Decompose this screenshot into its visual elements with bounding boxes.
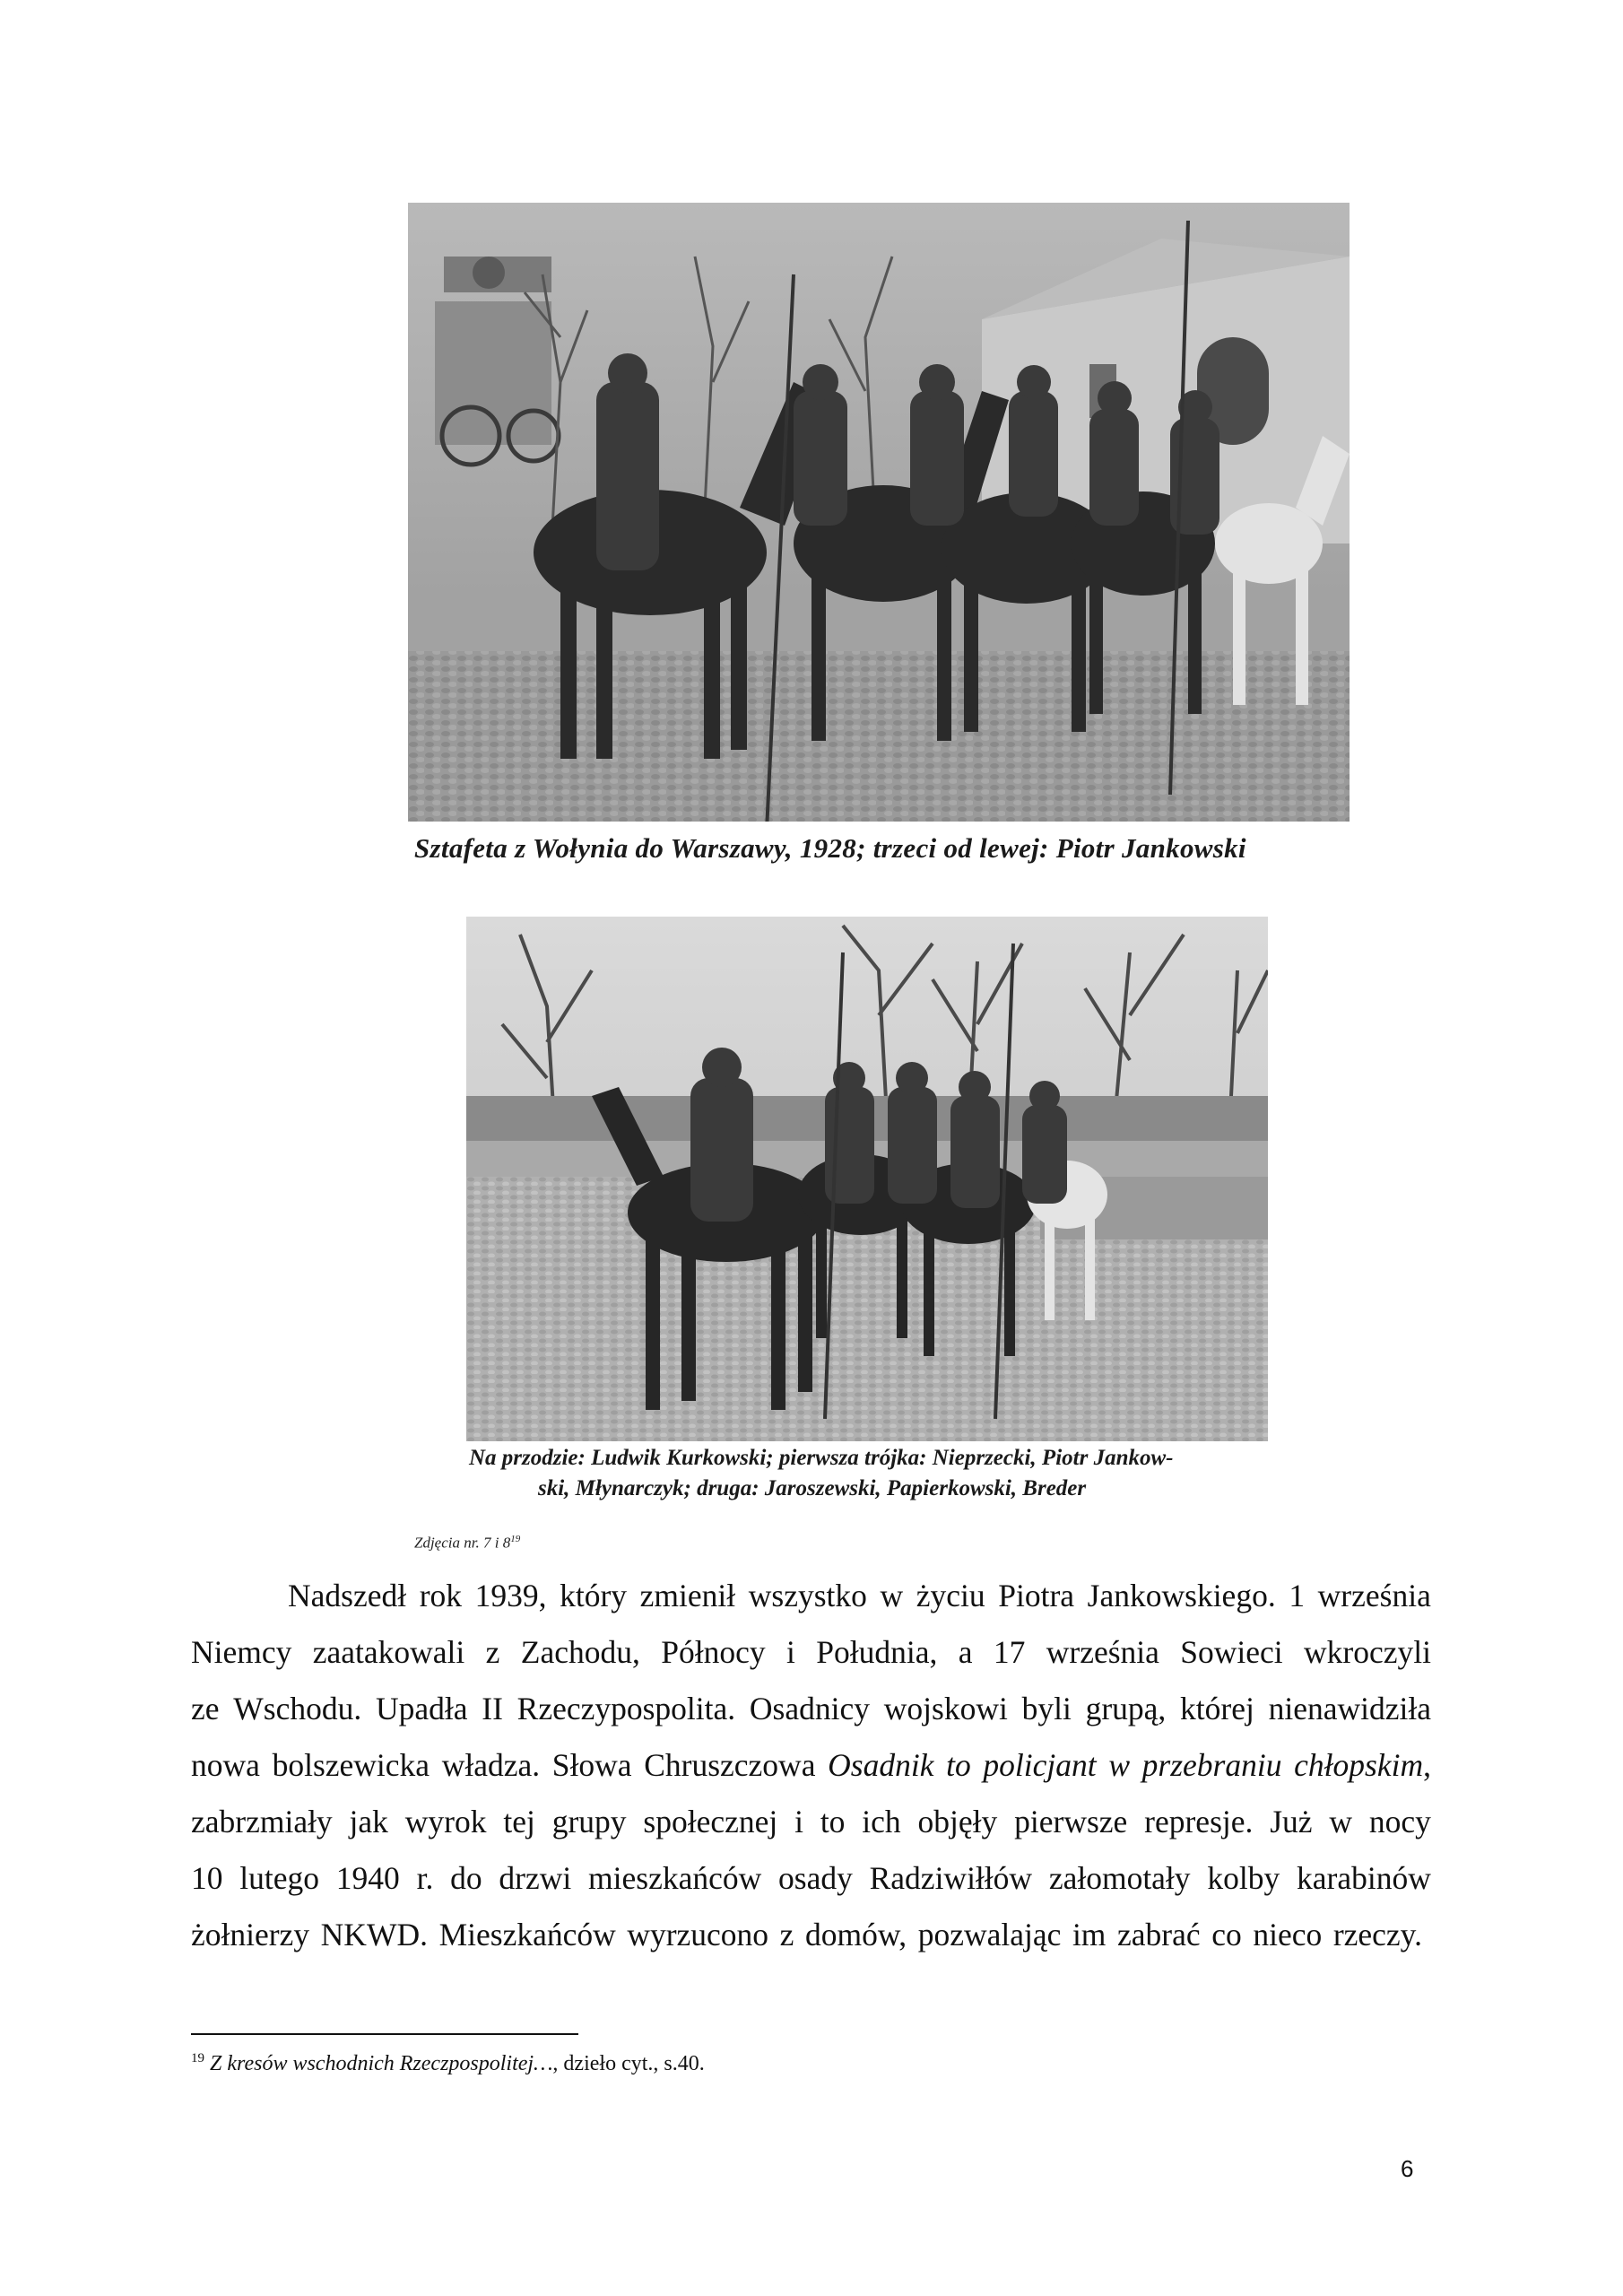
body-word: Piotra xyxy=(998,1578,1075,1613)
body-word: lutego xyxy=(239,1860,320,1896)
body-word: w xyxy=(880,1578,904,1613)
body-word: chłopskim, xyxy=(1294,1747,1431,1783)
footnote-separator xyxy=(191,2033,578,2035)
body-word: załomotały xyxy=(1048,1860,1191,1896)
body-word: zabrać xyxy=(1117,1917,1201,1952)
body-word: Chruszczowa xyxy=(644,1747,816,1783)
photo2-caption-line1: Na przodzie: Ludwik Kurkowski; pierwsza trójka: Nieprzecki, Piotr Jankow- xyxy=(469,1446,1174,1470)
body-word: to xyxy=(946,1747,971,1783)
body-word: przebraniu xyxy=(1141,1747,1282,1783)
body-word: w xyxy=(1329,1804,1353,1839)
body-word: bolszewicka xyxy=(272,1747,430,1783)
body-word: represje. xyxy=(1144,1804,1254,1839)
body-word: życiu xyxy=(916,1578,985,1613)
body-line xyxy=(191,1850,1431,1907)
body-word: Rzeczypospolita. xyxy=(516,1691,736,1726)
photo-image xyxy=(466,917,1268,1510)
body-word: tej xyxy=(503,1804,535,1839)
body-word: pierwsze xyxy=(1014,1804,1128,1839)
body-word: drzwi xyxy=(499,1860,572,1896)
body-word: nowa xyxy=(191,1747,260,1783)
photo-note xyxy=(414,1534,520,1552)
body-word: wyrzucono xyxy=(627,1917,769,1952)
body-word: osady xyxy=(778,1860,853,1896)
body-word: to xyxy=(820,1804,846,1839)
photo-image xyxy=(408,203,1350,888)
body-word: września xyxy=(1046,1634,1159,1670)
body-word: 10 xyxy=(191,1860,223,1896)
body-word: domów, xyxy=(805,1917,907,1952)
body-word: września xyxy=(1317,1578,1431,1613)
body-word: nienawidziła xyxy=(1268,1691,1431,1726)
photo-cavalry-group xyxy=(466,917,1268,1510)
body-word: zaatakowali xyxy=(312,1634,465,1670)
body-word: Osadnik xyxy=(828,1747,934,1783)
body-word: policjant xyxy=(983,1747,1097,1783)
body-word: grupy xyxy=(551,1804,627,1839)
body-word: Niemcy xyxy=(191,1634,292,1670)
footnote-rest: , dzieło cyt., s.40. xyxy=(552,2052,705,2075)
page-number: 6 xyxy=(1401,2155,1414,2182)
body-word: ich xyxy=(862,1804,901,1839)
body-word: i xyxy=(786,1634,795,1670)
body-word: i xyxy=(794,1804,803,1839)
footnote-ref: 19 xyxy=(510,1534,521,1544)
body-word: 1940 xyxy=(335,1860,400,1896)
body-word: Południa, xyxy=(816,1634,938,1670)
body-word: ze xyxy=(191,1691,220,1726)
body-word: żołnierzy xyxy=(191,1917,310,1952)
body-word: wyrok xyxy=(404,1804,487,1839)
photo-note-text: Zdjęcia nr. 7 i 8 xyxy=(414,1534,511,1552)
body-word: Wschodu. xyxy=(233,1691,362,1726)
body-word: rok xyxy=(419,1578,463,1613)
body-word: Sowieci xyxy=(1180,1634,1283,1670)
body-word: w xyxy=(1108,1747,1130,1783)
body-line xyxy=(191,1568,1431,1624)
body-word: do xyxy=(450,1860,482,1896)
body-line xyxy=(191,1737,1431,1794)
body-word: byli xyxy=(1021,1691,1072,1726)
body-word: mieszkańców xyxy=(588,1860,762,1896)
body-paragraph xyxy=(191,1568,1431,1963)
body-word: Północy xyxy=(661,1634,766,1670)
body-word: 1 xyxy=(1289,1578,1306,1613)
body-word: pozwalając xyxy=(917,1917,1062,1952)
photo-cavalry-relay-1928 xyxy=(408,203,1350,888)
body-word: im xyxy=(1072,1917,1107,1952)
body-line xyxy=(191,1794,1431,1850)
body-line xyxy=(191,1907,1431,1963)
body-word: II xyxy=(482,1691,503,1726)
body-word: z xyxy=(779,1917,794,1952)
body-word: Zachodu, xyxy=(520,1634,640,1670)
footnote-title: Z kresów wschodnich Rzeczpospolitej… xyxy=(210,2052,553,2075)
body-word: wojskowi xyxy=(883,1691,1008,1726)
body-word: Nadszedł xyxy=(288,1578,407,1613)
photo2-caption-line2: ski, Młynarczyk; druga: Jaroszewski, Papierkowski, Breder xyxy=(538,1476,1087,1500)
footnote xyxy=(191,2051,705,2076)
body-word: r. xyxy=(416,1860,434,1896)
body-word: który xyxy=(560,1578,628,1613)
body-word: wkroczyli xyxy=(1304,1634,1431,1670)
body-word: Radziwiłłów xyxy=(869,1860,1033,1896)
body-word: Mieszkańców xyxy=(438,1917,616,1952)
body-word: Osadnicy xyxy=(749,1691,870,1726)
body-word: jak xyxy=(349,1804,388,1839)
body-word: nieco xyxy=(1253,1917,1323,1952)
body-word: objęły xyxy=(917,1804,998,1839)
body-line xyxy=(191,1681,1431,1737)
body-word: zabrzmiały xyxy=(191,1804,333,1839)
body-word: co xyxy=(1211,1917,1242,1952)
body-word: rzeczy. xyxy=(1332,1917,1422,1952)
footnote-number: 19 xyxy=(191,2051,204,2066)
body-word: zmienił xyxy=(639,1578,736,1613)
body-word: Już xyxy=(1270,1804,1313,1839)
body-word: kolby xyxy=(1207,1860,1280,1896)
body-word: Upadła xyxy=(375,1691,468,1726)
body-word: wszystko xyxy=(748,1578,867,1613)
body-word: z xyxy=(485,1634,500,1670)
body-word: 17 xyxy=(993,1634,1026,1670)
body-word: a xyxy=(958,1634,973,1670)
body-word: społecznej xyxy=(643,1804,778,1839)
body-word: władza. xyxy=(441,1747,541,1783)
body-word: nocy xyxy=(1368,1804,1431,1839)
body-word: karabinów xyxy=(1297,1860,1431,1896)
photo1-caption: Sztafeta z Wołynia do Warszawy, 1928; trzeci od lewej: Piotr Jankowski xyxy=(414,832,1246,864)
body-word: grupą, xyxy=(1085,1691,1167,1726)
body-word: Jankowskiego. xyxy=(1087,1578,1276,1613)
body-word: NKWD. xyxy=(320,1917,428,1952)
body-word: 1939, xyxy=(474,1578,547,1613)
body-word: której xyxy=(1180,1691,1254,1726)
body-line xyxy=(191,1624,1431,1681)
body-word: Słowa xyxy=(551,1747,632,1783)
